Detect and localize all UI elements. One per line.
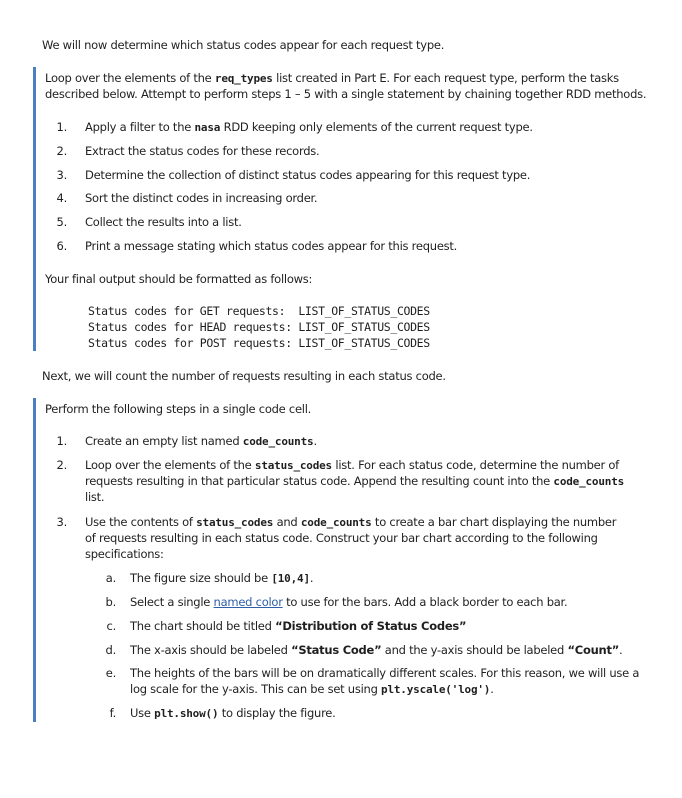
step-text: specifications: — [85, 547, 164, 561]
output-intro — [45, 271, 312, 287]
step-text: of requests resulting in each status code. Construct your bar chart according to the following — [85, 531, 598, 545]
step-number: 3. — [56, 168, 67, 182]
status-codes-code: status_codes — [196, 516, 274, 529]
block1-line2 — [45, 86, 646, 102]
req-types-code: req_types — [214, 72, 273, 85]
figsize-code: [10,4] — [271, 572, 310, 585]
sub-text-post: . — [490, 682, 494, 696]
sub-text-pre: The chart should be titled — [130, 619, 276, 633]
instructions-block-request-types — [33, 67, 672, 351]
step-text-post: to create a bar chart displaying the number — [371, 515, 617, 529]
step-number: 1. — [56, 120, 67, 134]
nasa-code: nasa — [194, 121, 221, 134]
intro2-paragraph — [42, 368, 446, 384]
named-color-link[interactable]: named color — [213, 595, 283, 609]
sub-text-pre: The figure size should be — [130, 571, 272, 585]
step-number: 5. — [56, 215, 67, 229]
code-step-2-line2 — [85, 473, 624, 490]
block2-lead — [45, 401, 311, 417]
sub-label: d. — [105, 643, 116, 657]
sub-text-post: . — [619, 643, 623, 657]
intro2-text: Next, we will count the number of requests resulting in each status code. — [42, 369, 446, 383]
sub-text-pre: log scale for the y-axis. This can be set using — [130, 682, 382, 696]
step-text: Print a message stating which status codes appear for this request. — [85, 239, 458, 253]
sub-text: The heights of the bars will be on dramatically different scales. For this reason, we will use a — [130, 666, 640, 680]
y-axis-label-requirement: “Count” — [567, 643, 620, 657]
code-step-3-line2 — [85, 530, 598, 546]
output-line-post: Status codes for POST requests: LIST_OF_STATUS_CODES — [88, 336, 430, 350]
intro-text: We will now determine which status codes appear for each request type. — [42, 38, 445, 52]
block1-line2-text: described below. Attempt to perform steps 1 – 5 with a single statement by chaining together RDD methods. — [45, 87, 647, 101]
sub-item-e-line2 — [130, 681, 494, 698]
step-number: 2. — [56, 144, 67, 158]
step-text: Sort the distinct codes in increasing order. — [85, 191, 318, 205]
block1-line1-pre: Loop over the elements of the — [45, 71, 215, 85]
step-text-post: list. For each status code, determine the number of — [331, 458, 619, 472]
step-number: 3. — [56, 515, 67, 529]
sub-text-post: . — [309, 571, 314, 585]
sub-label: e. — [105, 666, 116, 680]
sub-label: c. — [106, 619, 116, 633]
block1-line1 — [45, 70, 619, 87]
sub-text-pre: The x-axis should be labeled — [130, 643, 292, 657]
output-line-head: Status codes for HEAD requests: LIST_OF_STATUS_CODES — [88, 320, 430, 334]
status-codes-code: status_codes — [254, 459, 332, 472]
block1-line1-post: list created in Part E. For each request type, perform the tasks — [272, 71, 619, 85]
sub-label: b. — [105, 595, 116, 609]
x-axis-label-requirement: “Status Code” — [291, 643, 382, 657]
block2-lead-text: Perform the following steps in a single code cell. — [45, 402, 312, 416]
step-number: 6. — [56, 239, 67, 253]
step-text-pre: Create an empty list named — [85, 434, 243, 448]
instructions-block-code-counts — [33, 398, 672, 722]
sub-label: a. — [105, 571, 116, 585]
sub-text-mid: and the y-axis should be labeled — [381, 643, 568, 657]
sub-label: f. — [109, 706, 116, 720]
code-counts-code: code_counts — [300, 516, 372, 529]
intro-paragraph — [42, 37, 444, 53]
step-text: Determine the collection of distinct status codes appearing for this request type. — [85, 168, 531, 182]
code-counts-code: code_counts — [553, 475, 625, 488]
plt-show-code: plt.show() — [154, 707, 219, 720]
sub-text-post: to display the figure. — [218, 706, 336, 720]
step-text-pre: Use the contents of — [85, 515, 197, 529]
step-text-post: RDD keeping only elements of the current request type. — [220, 120, 533, 134]
code-step-3-line3 — [85, 546, 164, 562]
step-text-pre: requests resulting in that particular status code. Append the resulting count into the — [85, 474, 554, 488]
sub-text-pre: Use — [130, 706, 155, 720]
step-text-mid: and — [273, 515, 301, 529]
output-format-codeblock — [88, 303, 430, 351]
output-line-get: Status codes for GET requests: LIST_OF_STATUS_CODES — [88, 304, 430, 318]
step-text: Extract the status codes for these records. — [85, 144, 320, 158]
chart-title-requirement: “Distribution of Status Codes” — [275, 619, 467, 633]
sub-text-post: to use for the bars. Add a black border to each bar. — [282, 595, 568, 609]
step-text: Collect the results into a list. — [85, 215, 242, 229]
output-intro-text: Your final output should be formatted as follows: — [45, 272, 313, 286]
step-text-post: . — [313, 434, 317, 448]
code-step-2-line3 — [85, 489, 104, 505]
code-counts-code: code_counts — [242, 435, 314, 448]
step-number: 1. — [56, 434, 67, 448]
step-number: 4. — [56, 191, 67, 205]
step-text-pre: Loop over the elements of the — [85, 458, 255, 472]
step-number: 2. — [56, 458, 67, 472]
step-text-pre: Apply a filter to the — [85, 120, 195, 134]
yscale-code: plt.yscale('log') — [381, 683, 491, 696]
sub-text-pre: Select a single — [130, 595, 214, 609]
step-text: list. — [85, 490, 105, 504]
